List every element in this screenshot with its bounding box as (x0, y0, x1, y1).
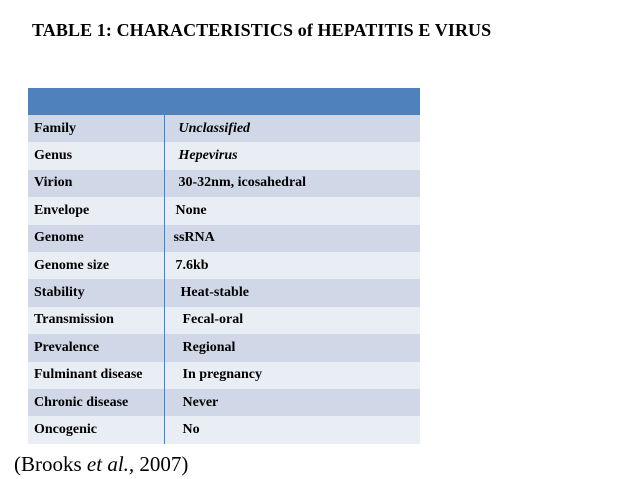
header-cell (28, 88, 164, 115)
row-value: Never (164, 389, 420, 416)
table-title: TABLE 1: CHARACTERISTICS of HEPATITIS E VIRUS (32, 20, 492, 40)
row-label: Chronic disease (28, 389, 164, 416)
row-value: Fecal-oral (164, 307, 420, 334)
table-row (28, 252, 420, 279)
citation (14, 452, 188, 477)
table-row (28, 307, 420, 334)
row-value: None (164, 197, 420, 224)
table-row (28, 389, 420, 416)
citation-et-al: et al., (86, 452, 135, 476)
row-label: Genome size (28, 252, 164, 279)
row-value: Hepevirus (164, 142, 420, 169)
table-header-row (28, 88, 420, 115)
row-value: In pregnancy (164, 362, 420, 389)
row-value: No (164, 416, 420, 443)
table-row (28, 362, 420, 389)
table-row (28, 225, 420, 252)
table-row (28, 334, 420, 361)
table-row (28, 416, 420, 443)
citation-year: 2007) (134, 452, 189, 476)
row-label: Genome (28, 225, 164, 252)
row-value: 7.6kb (164, 252, 420, 279)
row-label: Genus (28, 142, 164, 169)
table-row (28, 115, 420, 142)
citation-author: (Brooks (14, 452, 87, 476)
table-row (28, 279, 420, 306)
row-label: Stability (28, 279, 164, 306)
row-value: Unclassified (164, 115, 420, 142)
row-value: ssRNA (164, 225, 420, 252)
row-value: Regional (164, 334, 420, 361)
table-row (28, 197, 420, 224)
row-label: Oncogenic (28, 416, 164, 443)
row-label: Family (28, 115, 164, 142)
table-row (28, 142, 420, 169)
row-label: Virion (28, 170, 164, 197)
table-row (28, 170, 420, 197)
row-label: Transmission (28, 307, 164, 334)
row-label: Prevalence (28, 334, 164, 361)
row-label: Envelope (28, 197, 164, 224)
row-label: Fulminant disease (28, 362, 164, 389)
hev-characteristics-table (28, 88, 420, 444)
row-value: Heat-stable (164, 279, 420, 306)
row-value: 30-32nm, icosahedral (164, 170, 420, 197)
header-cell (164, 88, 420, 115)
